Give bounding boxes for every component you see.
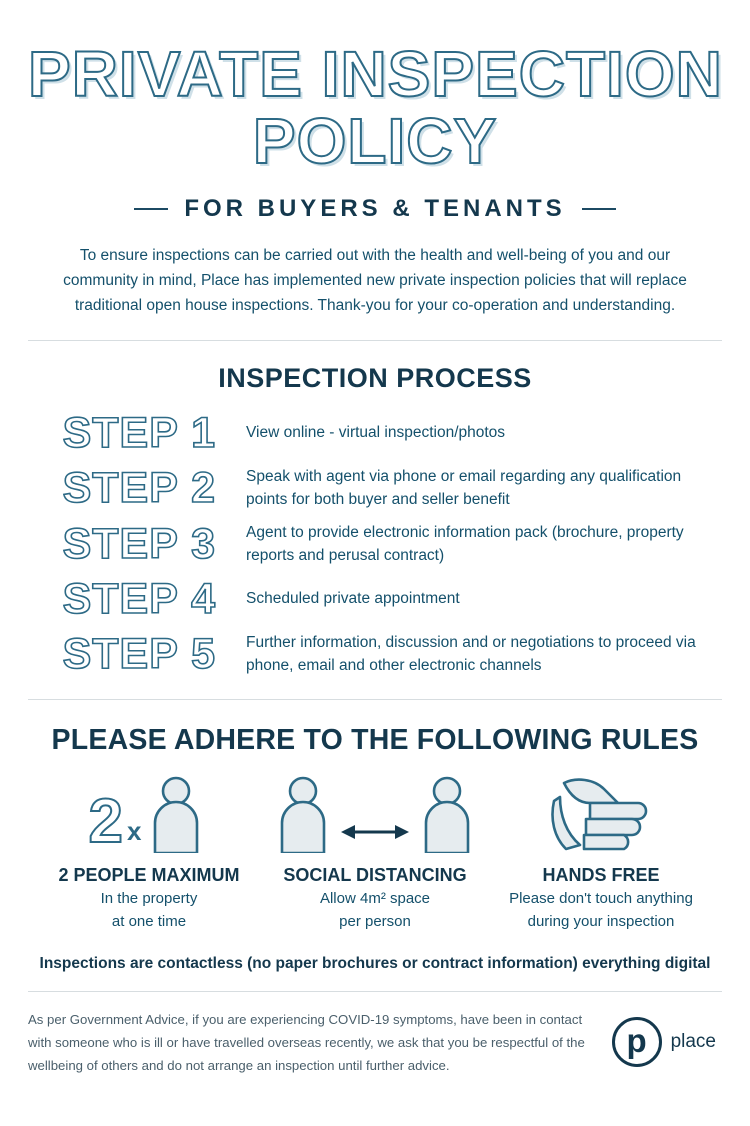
title-block [28,0,722,223]
step-row [28,466,722,511]
step-row [28,575,722,624]
footer-advice-text: As per Government Advice, if you are experiencing COVID-19 symptoms, have been in contact with someone who is ill or have travelled overseas recently, we ask that you be respectful of the wellbeing of others and do not arrange an inspection until further advice. [28,1011,585,1073]
rule-two-people [36,771,262,933]
divider-middle [28,699,722,700]
step-text: Agent to provide electronic information pack (brochure, property reports and perusal contract) [246,524,684,564]
inspection-process-heading: INSPECTION PROCESS [218,363,532,394]
subtitle-rule-right [582,208,616,210]
rule-sub-line-2: at one time [111,913,187,931]
brand-letter: p [626,1021,647,1059]
footer [28,1008,722,1077]
rule-sub-line-1: Please don't touch anything [509,890,693,908]
subtitle-rule-left [134,208,168,210]
brand-name: place [670,1031,716,1053]
hands-free-icon [488,771,714,853]
place-logo-icon [612,1017,662,1067]
rule-title: 2 PEOPLE MAXIMUM [58,865,240,886]
two-people-icon [36,771,262,857]
rule-hands-free [488,771,714,933]
rules-row [28,771,722,933]
step-text: Scheduled private appointment [246,590,460,608]
step-label: STEP 1 [62,409,216,458]
step-row [28,632,722,677]
step-row [28,522,722,567]
subtitle-row [28,195,722,223]
step-label: STEP 2 [62,464,216,513]
rule-sub-line-1: Allow 4m² space [319,890,431,908]
contactless-note: Inspections are contactless (no paper brochures or contract information) everything digital [39,954,711,972]
step-text: Speak with agent via phone or email regarding any qualification points for both buyer and seller benefit [246,468,682,508]
divider-top [28,340,722,341]
rule-sub-line-2: per person [339,913,411,931]
step-text: Further information, discussion and or negotiations to proceed via phone, email and other electronic channels [246,634,696,674]
rule-title: SOCIAL DISTANCING [283,865,467,886]
step-label: STEP 4 [62,575,216,624]
rule-sub-line-1: In the property [100,890,198,908]
brand-logo [612,1017,722,1067]
step-row [28,409,722,458]
page-subtitle: FOR BUYERS & TENANTS [184,194,566,222]
intro-paragraph: To ensure inspections can be carried out with the health and well-being of you and our community in mind, Place has implemented new private inspection policies that will replace traditional open house inspections. Thank-you for your co-operation and understanding. [63,246,687,315]
rules-heading: PLEASE ADHERE TO THE FOLLOWING RULES [51,724,699,757]
rule-social-distancing [262,771,488,933]
page-title-line-2: POLICY [252,105,498,178]
step-label: STEP 3 [62,520,216,569]
rule-title: HANDS FREE [542,865,660,886]
page-title-line-1: PRIVATE INSPECTION [28,38,723,110]
max-count: 2 [88,787,123,857]
rule-sub-line-2: during your inspection [527,913,675,931]
times-symbol: x [127,816,142,847]
person-icon [143,775,209,853]
steps-list [28,409,722,679]
step-label: STEP 5 [62,630,216,679]
social-distancing-icon [262,771,488,853]
divider-bottom [28,991,722,992]
step-text: View online - virtual inspection/photos [246,424,506,442]
